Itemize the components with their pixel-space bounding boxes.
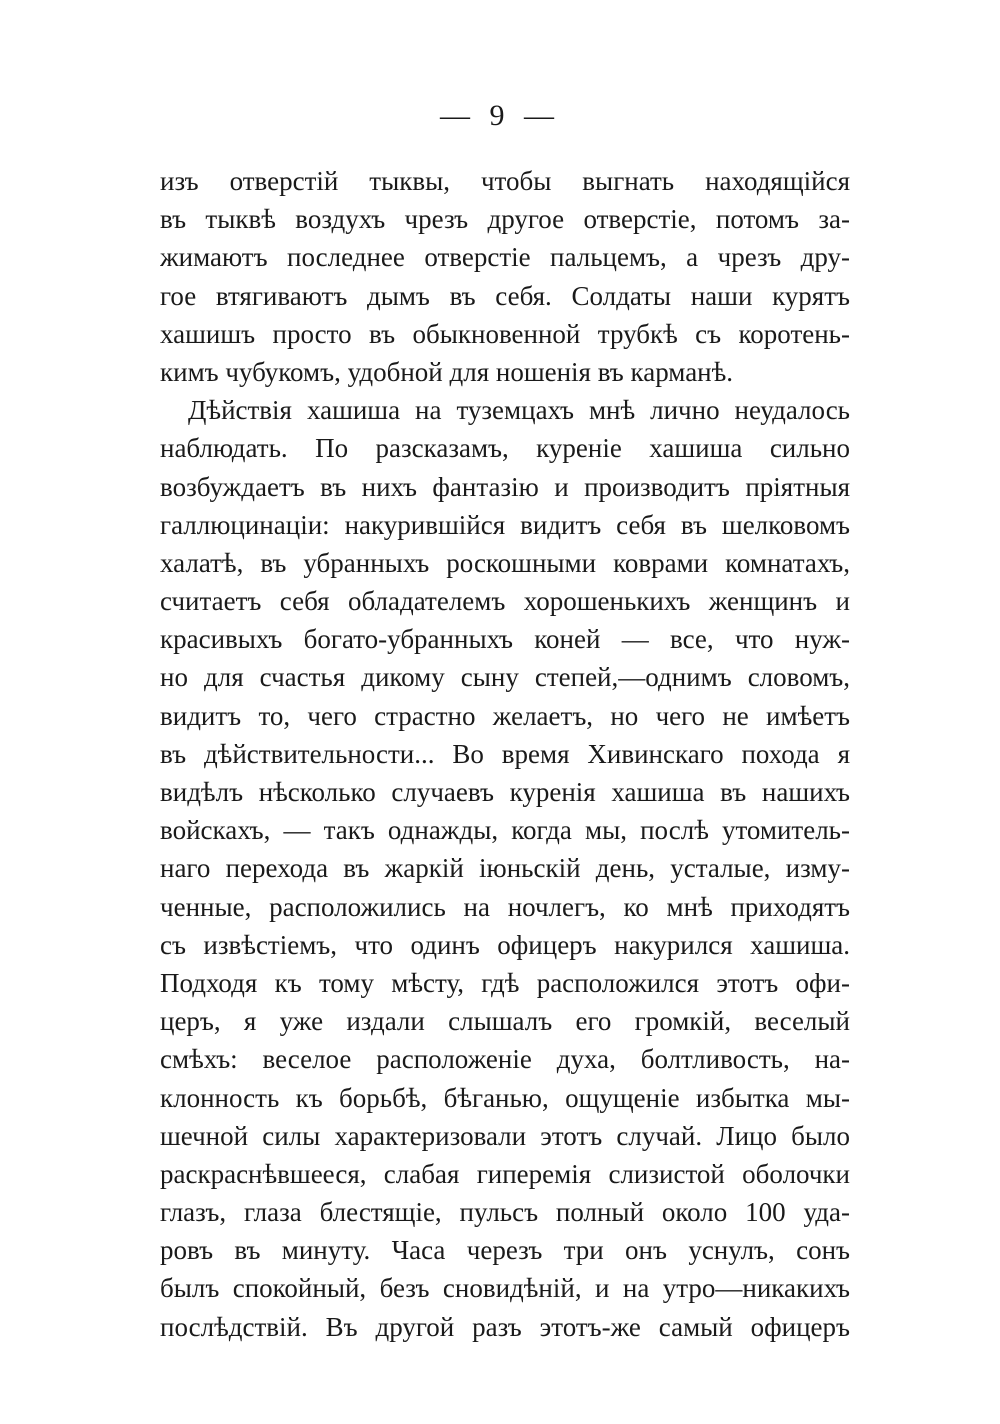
text-line: ченные, расположились на ночлегъ, ко мнѣ приходятъ (160, 891, 850, 922)
text-line: раскраснѣвшееся, слабая гиперемія слизистой оболочки (160, 1158, 850, 1189)
text-line: былъ спокойный, безъ сновидѣній, и на утро—никакихъ (160, 1273, 850, 1304)
text-line: видитъ то, чего страстно желаетъ, но чего не имѣетъ (160, 700, 850, 731)
text-line: но для счастья дикому сыну степей,—однимъ словомъ, (160, 662, 850, 693)
text-line: хашишъ просто въ обыкновенной трубкѣ съ коротень- (160, 318, 850, 349)
text-line: клонность къ борьбѣ, бѣганью, ощущеніе избытка мы- (160, 1082, 850, 1113)
text-line: въ тыквѣ воздухъ чрезъ другое отверстіе, потомъ за- (160, 204, 850, 235)
text-line: въ дѣйствительности... Во время Хивинскаго похода я (160, 738, 850, 769)
text-line: Подходя къ тому мѣсту, гдѣ расположился этотъ офи- (160, 967, 850, 998)
text-line: наблюдать. По разсказамъ, куреніе хашиша сильно (160, 433, 850, 464)
text-line: возбуждаетъ въ нихъ фантазію и производитъ пріятныя (160, 471, 850, 502)
text-line: жимаютъ последнее отверстіе пальцемъ, а чрезъ дру- (160, 242, 850, 273)
text-line: смѣхъ: веселое расположеніе духа, болтливость, на- (160, 1044, 850, 1075)
text-line: гое втягиваютъ дымъ въ себя. Солдаты наши курятъ (160, 280, 850, 311)
paragraph-first-line: Дѣйствія хашиша на туземцахъ мнѣ лично неудалось (188, 395, 850, 426)
text-line: ровъ въ минуту. Часа черезъ три онъ уснулъ, сонъ (160, 1235, 850, 1266)
text-line: войскахъ, — такъ однажды, когда мы, послѣ утомитель- (160, 815, 850, 846)
text-line: считаетъ себя обладателемъ хорошенькихъ женщинъ и (160, 586, 850, 617)
text-line: послѣдствій. Въ другой разъ этотъ-же самый офицеръ (160, 1311, 850, 1342)
text-line: глазъ, глаза блестящіе, пульсъ полный около 100 уда- (160, 1197, 850, 1228)
page-number: — 9 — (440, 99, 560, 132)
text-line: наго перехода въ жаркій іюньскій день, усталые, изму- (160, 853, 850, 884)
text-line: красивыхъ богато-убранныхъ коней — все, что нуж- (160, 624, 850, 655)
text-line: церъ, я уже издали слышалъ его громкій, веселый (160, 1006, 850, 1037)
text-line: кимъ чубукомъ, удобной для ношенія въ карманѣ. (160, 356, 734, 387)
text-line: видѣлъ нѣсколько случаевъ куренія хашиша въ нашихъ (160, 777, 850, 807)
text-line: съ извѣстіемъ, что одинъ офицеръ накурился хашиша. (160, 929, 850, 960)
text-line: шечной силы характеризовали этотъ случай. Лицо было (160, 1120, 850, 1151)
text-line: изъ отверстій тыквы, чтобы выгнать находящійся (160, 166, 850, 196)
text-line: халатѣ, въ убранныхъ роскошными коврами комнатахъ, (160, 547, 850, 578)
body-text (160, 162, 850, 1346)
text-line: галлюцинаціи: накурившійся видитъ себя въ шелковомъ (160, 509, 850, 540)
